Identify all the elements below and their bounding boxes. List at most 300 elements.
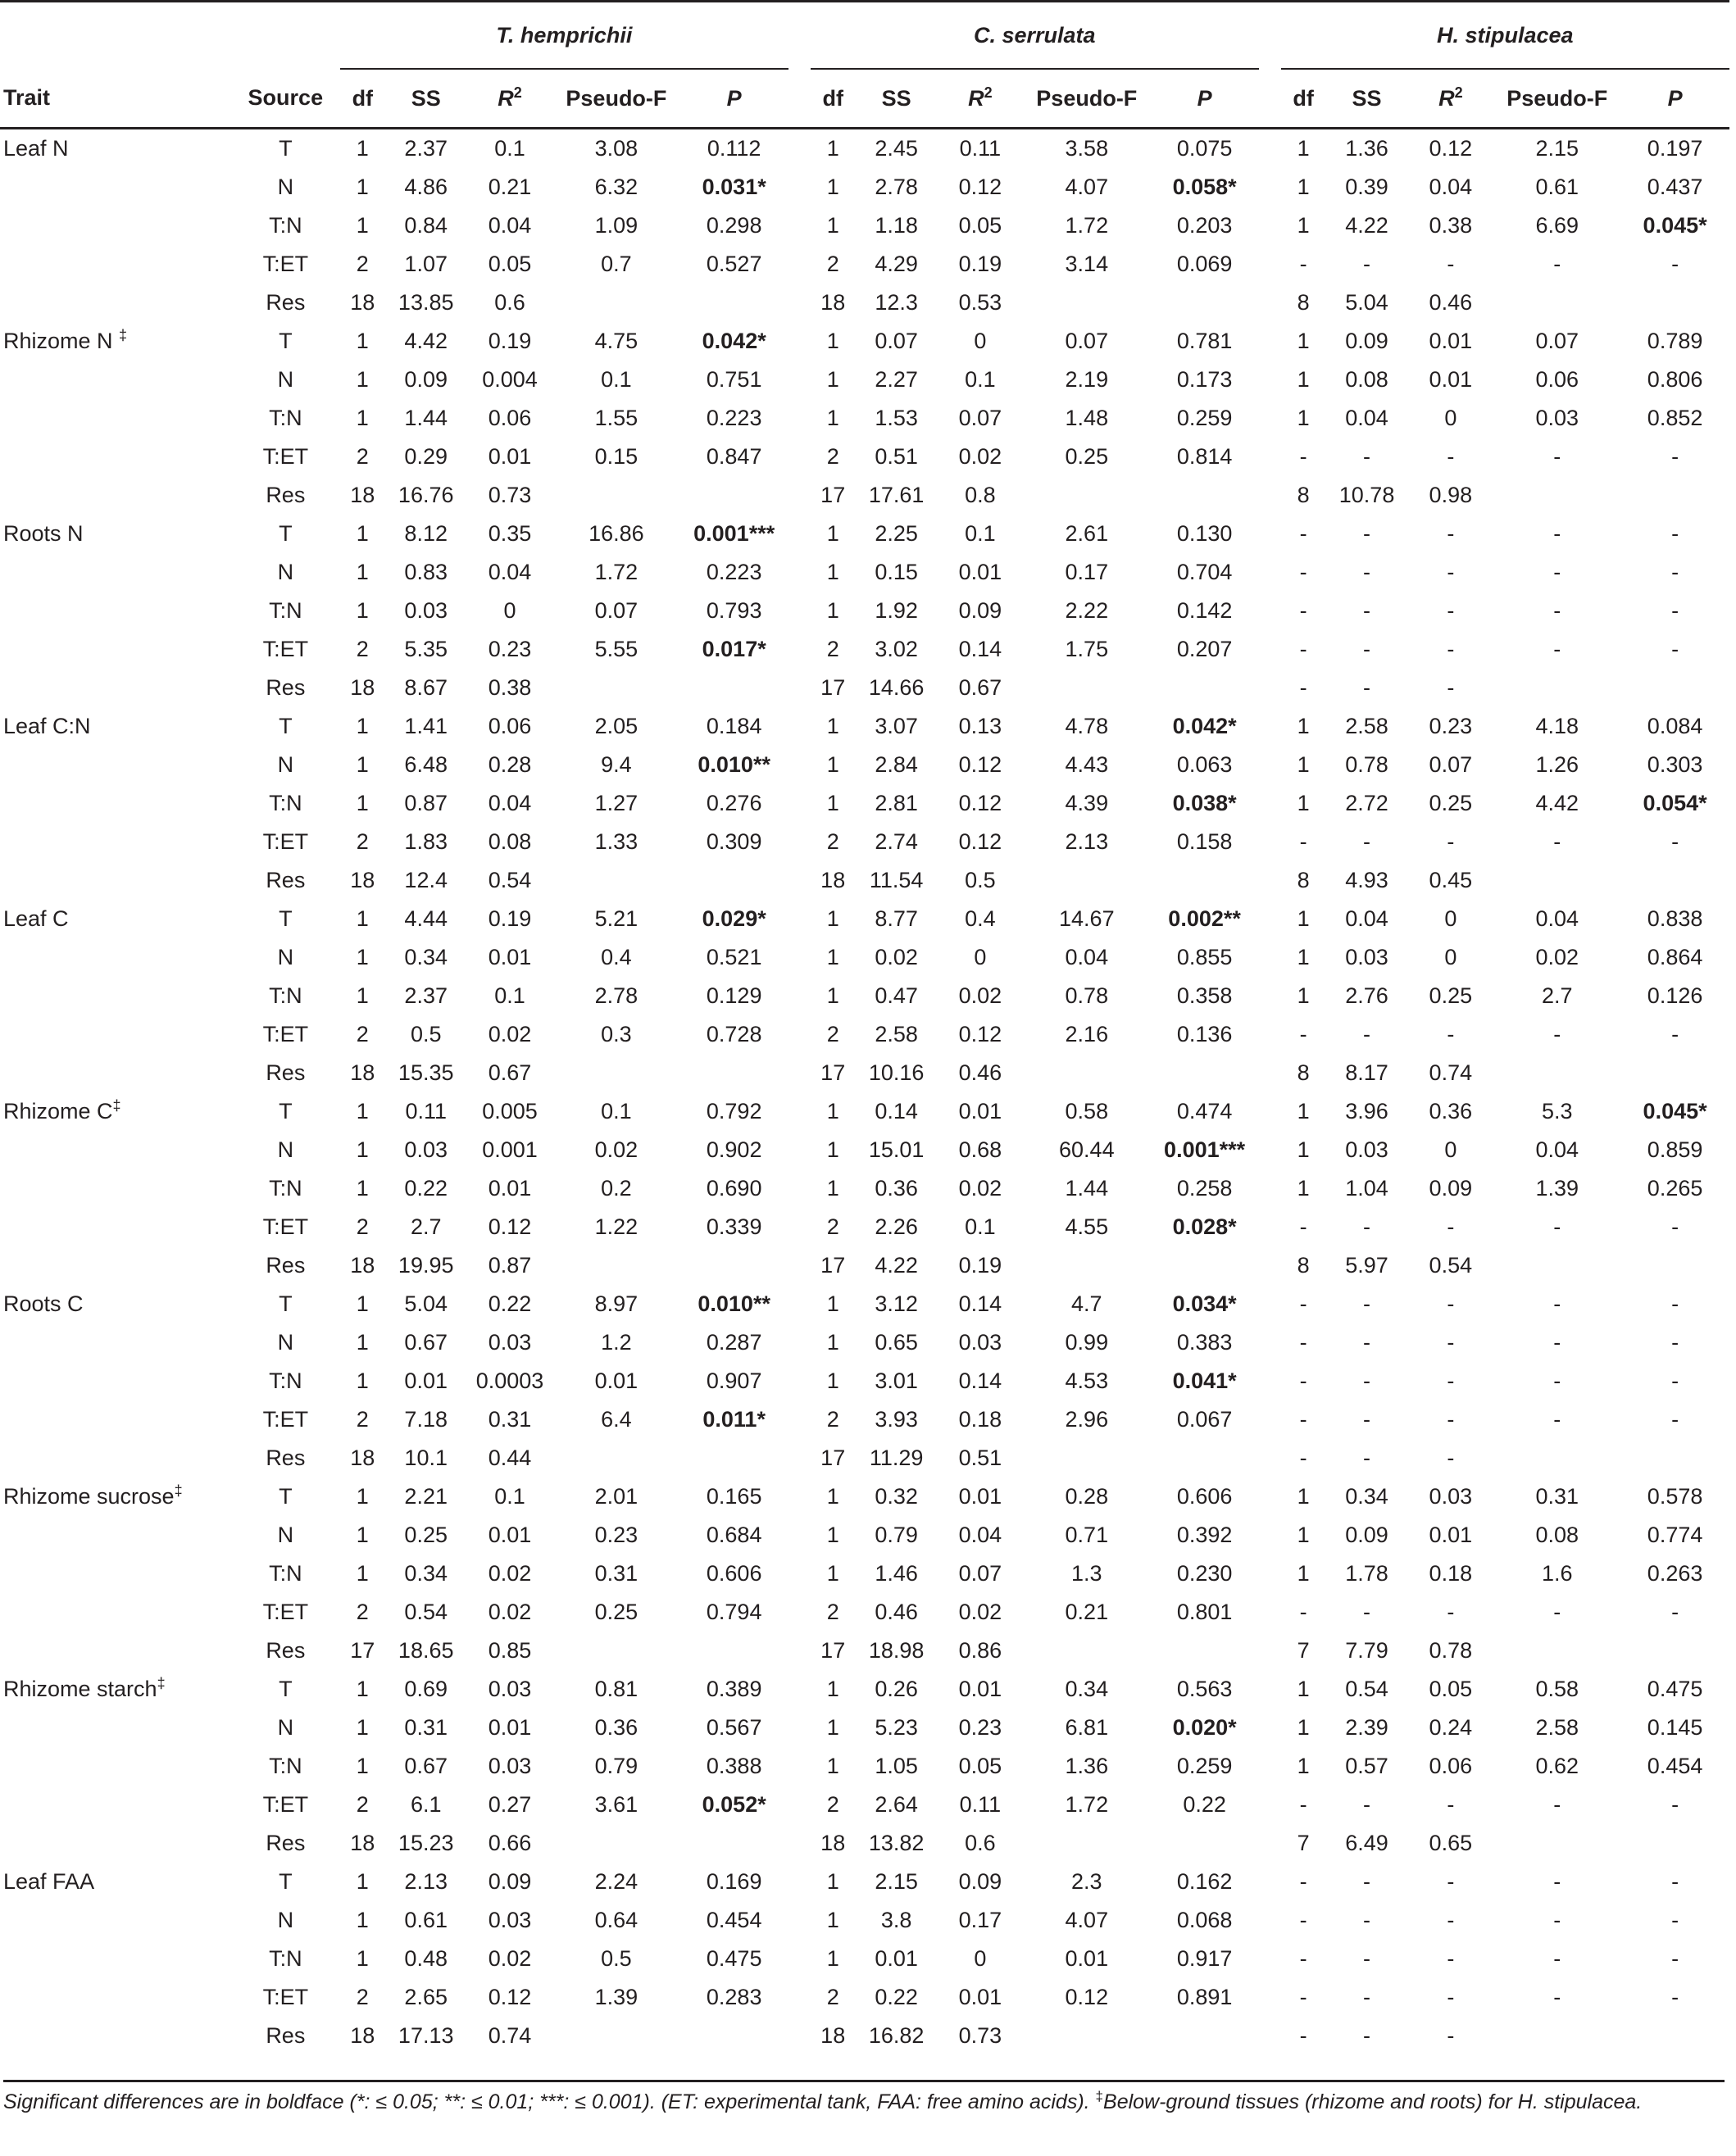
pseudo-f-cell: 6.69 bbox=[1535, 213, 1579, 238]
pseudo-f-cell: 0.7 bbox=[601, 252, 632, 276]
pseudo-f-cell: 1.44 bbox=[1065, 1176, 1109, 1201]
ss-cell: 0.78 bbox=[1345, 752, 1388, 777]
pseudo-f-cell: - bbox=[1553, 1214, 1561, 1239]
gap-cell bbox=[1259, 1632, 1281, 1670]
r2-cell: 0.44 bbox=[488, 1446, 532, 1470]
column-header-ss bbox=[1326, 69, 1408, 129]
source-cell: N bbox=[277, 560, 294, 584]
source-cell: N bbox=[277, 1137, 294, 1162]
r2-cell: 0 bbox=[974, 945, 987, 969]
column-header-pseudo-f bbox=[553, 69, 680, 129]
gap-cell bbox=[788, 1439, 811, 1477]
ss-cell: 6.49 bbox=[1345, 1831, 1388, 1855]
gap-cell bbox=[1259, 1901, 1281, 1940]
table-row bbox=[0, 2017, 1729, 2055]
source-cell: T bbox=[279, 136, 293, 161]
trait-label: Leaf C:N bbox=[3, 714, 91, 738]
pseudo-f-cell bbox=[553, 1439, 680, 1477]
p-value-cell: 0.454 bbox=[1647, 1754, 1703, 1778]
df-cell: 1 bbox=[826, 213, 839, 238]
r2-cell: 0.02 bbox=[958, 983, 1002, 1008]
ss-cell: 0.34 bbox=[404, 945, 448, 969]
trait-cell bbox=[0, 399, 231, 438]
trait-cell bbox=[0, 476, 231, 515]
ss-cell: 5.04 bbox=[1345, 290, 1388, 315]
r2-cell: 0.4 bbox=[965, 906, 996, 931]
df-cell: 1 bbox=[1297, 1677, 1310, 1701]
pseudo-f-cell: 2.78 bbox=[594, 983, 639, 1008]
r2-cell: 0.35 bbox=[488, 521, 532, 546]
ss-cell: 8.12 bbox=[404, 521, 448, 546]
column-header-trait: Trait bbox=[0, 69, 231, 129]
p-value-cell: 0.437 bbox=[1647, 175, 1703, 199]
source-cell: T:ET bbox=[262, 829, 309, 854]
pseudo-f-cell: - bbox=[1553, 829, 1561, 854]
ss-cell: 0.14 bbox=[875, 1099, 918, 1123]
p-value-cell: 0.258 bbox=[1176, 1176, 1233, 1201]
p-value-cell: 0.223 bbox=[706, 560, 762, 584]
pseudo-f-cell: 3.14 bbox=[1065, 252, 1109, 276]
gap-cell bbox=[788, 438, 811, 476]
r2-cell: 0.12 bbox=[958, 175, 1002, 199]
pseudo-f-cell: 8.97 bbox=[594, 1291, 639, 1316]
r2-cell: 0.65 bbox=[1429, 1831, 1473, 1855]
p-value-cell bbox=[1620, 1824, 1729, 1863]
gap-cell bbox=[1259, 284, 1281, 322]
df-cell: 1 bbox=[356, 1561, 369, 1586]
p-value-cell: 0.129 bbox=[706, 983, 762, 1008]
source-cell: T bbox=[279, 1484, 293, 1509]
gap-cell bbox=[788, 1092, 811, 1131]
df-cell: 1 bbox=[356, 1677, 369, 1701]
table-row bbox=[0, 669, 1729, 707]
pseudo-f-cell: 2.01 bbox=[594, 1484, 639, 1509]
p-value-cell bbox=[1150, 1632, 1259, 1670]
r2-cell: 0.73 bbox=[958, 2023, 1002, 2048]
table-body bbox=[0, 129, 1729, 2056]
pseudo-f-cell: 0.01 bbox=[594, 1368, 639, 1393]
df-cell: 1 bbox=[356, 367, 369, 392]
ss-cell: 2.7 bbox=[410, 1214, 442, 1239]
r2-cell: 0.05 bbox=[488, 252, 532, 276]
r2-cell: 0.46 bbox=[1429, 290, 1473, 315]
gap-cell bbox=[788, 207, 811, 245]
pseudo-f-cell: - bbox=[1553, 1985, 1561, 2009]
ss-cell: - bbox=[1363, 560, 1371, 584]
column-header-label: Pseudo-F bbox=[1507, 85, 1608, 111]
p-value-cell: 0.136 bbox=[1176, 1022, 1233, 1046]
pseudo-f-cell: - bbox=[1553, 1407, 1561, 1432]
gap-cell bbox=[788, 2, 811, 70]
empty-header-cell bbox=[0, 2, 231, 70]
p-value-cell: - bbox=[1671, 1214, 1679, 1239]
df-cell: 2 bbox=[356, 1407, 369, 1432]
df-cell: 1 bbox=[356, 945, 369, 969]
pseudo-f-cell: 0.04 bbox=[1535, 1137, 1579, 1162]
pseudo-f-cell: 0.1 bbox=[601, 1099, 632, 1123]
ss-cell: 1.78 bbox=[1345, 1561, 1388, 1586]
r2-cell: 0.67 bbox=[488, 1060, 532, 1085]
r2-cell: 0.03 bbox=[958, 1330, 1002, 1355]
ss-cell: 6.1 bbox=[410, 1792, 442, 1817]
ss-cell: 0.03 bbox=[1345, 1137, 1388, 1162]
ss-cell: 1.92 bbox=[875, 598, 918, 623]
source-cell: T:N bbox=[269, 1176, 302, 1201]
gap-cell bbox=[788, 1786, 811, 1824]
pseudo-f-cell bbox=[1023, 669, 1150, 707]
r2-superscript: 2 bbox=[984, 84, 993, 101]
gap-cell bbox=[1259, 592, 1281, 630]
r2-cell: 0.67 bbox=[958, 675, 1002, 700]
p-value-cell: 0.794 bbox=[706, 1600, 762, 1624]
r2-cell: 0 bbox=[503, 598, 516, 623]
source-cell: T:ET bbox=[262, 1792, 309, 1817]
ss-cell: 2.13 bbox=[404, 1869, 448, 1894]
r2-cell: 0.1 bbox=[494, 1484, 525, 1509]
df-cell: 18 bbox=[820, 1831, 846, 1855]
r2-cell: 0 bbox=[1444, 945, 1457, 969]
pseudo-f-cell: 4.18 bbox=[1535, 714, 1579, 738]
p-value-cell: 0.038* bbox=[1172, 791, 1237, 815]
r2-cell: 0.01 bbox=[488, 1715, 532, 1740]
p-value-cell bbox=[679, 861, 788, 900]
df-cell: 1 bbox=[1297, 136, 1310, 161]
pseudo-f-cell: 2.15 bbox=[1535, 136, 1579, 161]
ss-cell: 1.05 bbox=[875, 1754, 918, 1778]
p-value-cell: - bbox=[1671, 1869, 1679, 1894]
trait-cell bbox=[0, 1593, 231, 1632]
p-value-cell: - bbox=[1671, 1600, 1679, 1624]
table-row bbox=[0, 1323, 1729, 1362]
ss-cell: 0.01 bbox=[875, 1946, 918, 1971]
table-row bbox=[0, 1593, 1729, 1632]
pseudo-f-cell: - bbox=[1553, 1869, 1561, 1894]
gap-cell bbox=[788, 1940, 811, 1978]
ss-cell: 2.26 bbox=[875, 1214, 918, 1239]
p-value-cell bbox=[1150, 2017, 1259, 2055]
pseudo-f-cell: 1.72 bbox=[1065, 213, 1109, 238]
gap-cell bbox=[788, 1516, 811, 1555]
p-value-cell bbox=[1150, 1439, 1259, 1477]
trait-label: Rhizome sucrose bbox=[3, 1484, 175, 1509]
p-value-cell: 0.001*** bbox=[1164, 1137, 1246, 1162]
r2-cell: 0.0003 bbox=[475, 1368, 544, 1393]
p-value-cell: 0.392 bbox=[1176, 1523, 1233, 1547]
r2-cell: 0.05 bbox=[1429, 1677, 1473, 1701]
trait-cell bbox=[0, 1670, 231, 1709]
gap-cell bbox=[788, 1285, 811, 1323]
pseudo-f-cell bbox=[553, 476, 680, 515]
trait-label: Rhizome N bbox=[3, 329, 120, 353]
df-cell: 2 bbox=[356, 829, 369, 854]
df-cell: 8 bbox=[1297, 483, 1310, 507]
ss-cell: 3.8 bbox=[880, 1908, 912, 1932]
table-row bbox=[0, 361, 1729, 399]
pseudo-f-cell: 2.19 bbox=[1065, 367, 1109, 392]
r2-cell: 0.03 bbox=[488, 1677, 532, 1701]
column-header-label: df bbox=[1293, 85, 1314, 111]
ss-cell: 10.78 bbox=[1338, 483, 1395, 507]
table-row bbox=[0, 977, 1729, 1015]
ss-cell: 0.02 bbox=[875, 945, 918, 969]
ss-cell: 4.42 bbox=[404, 329, 448, 353]
table-row bbox=[0, 707, 1729, 746]
df-cell: 1 bbox=[356, 1484, 369, 1509]
r2-cell: - bbox=[1447, 598, 1455, 623]
pseudo-f-cell: - bbox=[1553, 560, 1561, 584]
ss-cell: 0.36 bbox=[875, 1176, 918, 1201]
source-cell: T bbox=[279, 1099, 293, 1123]
trait-cell bbox=[0, 1516, 231, 1555]
p-value-cell: 0.045* bbox=[1643, 1099, 1707, 1123]
ss-cell: 1.41 bbox=[404, 714, 448, 738]
pseudo-f-cell bbox=[553, 861, 680, 900]
p-value-cell: 0.207 bbox=[1176, 637, 1233, 661]
df-cell: 1 bbox=[826, 367, 839, 392]
p-value-cell: 0.339 bbox=[706, 1214, 762, 1239]
ss-cell: 0.07 bbox=[875, 329, 918, 353]
r2-cell: 0.25 bbox=[1429, 791, 1473, 815]
ss-cell: 0.32 bbox=[875, 1484, 918, 1509]
r2-cell: 0.53 bbox=[958, 290, 1002, 315]
r2-cell: 0.04 bbox=[1429, 175, 1473, 199]
trait-cell bbox=[0, 361, 231, 399]
r2-cell: 0.06 bbox=[488, 714, 532, 738]
p-value-cell: 0.259 bbox=[1176, 406, 1233, 430]
ss-cell: 3.96 bbox=[1345, 1099, 1388, 1123]
gap-cell bbox=[1259, 1015, 1281, 1054]
r2-cell: - bbox=[1447, 1869, 1455, 1894]
r2-cell: 0.01 bbox=[1429, 367, 1473, 392]
footnote-double-dagger: ‡ bbox=[1095, 2088, 1104, 2104]
gap-cell bbox=[788, 399, 811, 438]
r2-cell: 0.09 bbox=[958, 1869, 1002, 1894]
p-value-cell: 0.474 bbox=[1176, 1099, 1233, 1123]
r2-cell: 0.02 bbox=[488, 1022, 532, 1046]
df-cell: 1 bbox=[826, 1869, 839, 1894]
p-value-cell: - bbox=[1671, 1792, 1679, 1817]
df-cell: 1 bbox=[1297, 983, 1310, 1008]
pseudo-f-cell: 0.64 bbox=[594, 1908, 639, 1932]
pseudo-f-cell: 16.86 bbox=[589, 521, 644, 546]
column-header-label: R bbox=[1438, 85, 1455, 111]
df-cell: 1 bbox=[1297, 1754, 1310, 1778]
p-value-cell bbox=[679, 669, 788, 707]
gap-cell bbox=[788, 1747, 811, 1786]
gap-cell bbox=[788, 977, 811, 1015]
r2-cell: - bbox=[1447, 1407, 1455, 1432]
gap-cell bbox=[1259, 1747, 1281, 1786]
trait-cell bbox=[0, 1208, 231, 1246]
df-cell: 1 bbox=[356, 1908, 369, 1932]
pseudo-f-cell bbox=[1493, 2017, 1620, 2055]
gap-cell bbox=[1259, 1131, 1281, 1169]
df-cell: 2 bbox=[826, 829, 839, 854]
df-cell: 1 bbox=[356, 175, 369, 199]
df-cell: 1 bbox=[826, 1908, 839, 1932]
gap-cell bbox=[1259, 1362, 1281, 1400]
p-value-cell: 0.792 bbox=[706, 1099, 762, 1123]
r2-cell: 0 bbox=[1444, 406, 1457, 430]
r2-cell: 0.07 bbox=[1429, 752, 1473, 777]
pseudo-f-cell: 0.36 bbox=[594, 1715, 639, 1740]
pseudo-f-cell: - bbox=[1553, 598, 1561, 623]
df-cell: 1 bbox=[826, 906, 839, 931]
pseudo-f-cell: 0.31 bbox=[594, 1561, 639, 1586]
df-cell: 18 bbox=[350, 2023, 375, 2048]
source-cell: T bbox=[279, 714, 293, 738]
r2-cell: 0.02 bbox=[488, 1946, 532, 1971]
pseudo-f-cell: 0.62 bbox=[1535, 1754, 1579, 1778]
r2-cell: 0.87 bbox=[488, 1253, 532, 1278]
ss-cell: 5.04 bbox=[404, 1291, 448, 1316]
r2-cell: 0.18 bbox=[958, 1407, 1002, 1432]
ss-cell: 4.22 bbox=[1345, 213, 1388, 238]
df-cell: 18 bbox=[820, 2023, 846, 2048]
p-value-cell: 0.475 bbox=[1647, 1677, 1703, 1701]
r2-cell: 0.01 bbox=[958, 1099, 1002, 1123]
p-value-cell: 0.145 bbox=[1647, 1715, 1703, 1740]
trait-cell bbox=[0, 1786, 231, 1824]
p-value-cell bbox=[1620, 284, 1729, 322]
ss-cell: 0.31 bbox=[404, 1715, 448, 1740]
pseudo-f-cell: 0.5 bbox=[601, 1946, 632, 1971]
pseudo-f-cell: 5.55 bbox=[594, 637, 639, 661]
p-value-cell bbox=[1620, 669, 1729, 707]
ss-cell: 14.66 bbox=[868, 675, 925, 700]
trait-cell bbox=[0, 707, 231, 746]
pseudo-f-cell: 0.03 bbox=[1535, 406, 1579, 430]
r2-cell: 0.23 bbox=[488, 637, 532, 661]
table-row bbox=[0, 438, 1729, 476]
gap-cell bbox=[788, 1015, 811, 1054]
p-value-cell: 0.309 bbox=[706, 829, 762, 854]
species-header-c-serrulata: C. serrulata bbox=[811, 2, 1259, 70]
column-header-label: SS bbox=[411, 85, 441, 111]
ss-cell: 2.81 bbox=[875, 791, 918, 815]
ss-cell: 2.74 bbox=[875, 829, 918, 854]
pseudo-f-cell bbox=[1023, 476, 1150, 515]
r2-cell: 0.6 bbox=[965, 1831, 996, 1855]
r2-cell: 0.005 bbox=[482, 1099, 538, 1123]
p-value-cell bbox=[1620, 2017, 1729, 2055]
p-value-cell: 0.017* bbox=[702, 637, 766, 661]
gap-cell bbox=[788, 1632, 811, 1670]
df-cell: 1 bbox=[826, 1523, 839, 1547]
r2-cell: - bbox=[1447, 560, 1455, 584]
ss-cell: 8.67 bbox=[404, 675, 448, 700]
ss-cell: - bbox=[1363, 444, 1371, 469]
table-row bbox=[0, 322, 1729, 361]
p-value-cell: 0.010** bbox=[698, 1291, 770, 1316]
gap-cell bbox=[1259, 1208, 1281, 1246]
ss-cell: - bbox=[1363, 829, 1371, 854]
gap-cell bbox=[788, 669, 811, 707]
gap-cell bbox=[1259, 245, 1281, 284]
table-row bbox=[0, 1824, 1729, 1863]
df-cell: 1 bbox=[356, 1176, 369, 1201]
column-header-p bbox=[679, 69, 788, 129]
pseudo-f-cell: 2.3 bbox=[1071, 1869, 1102, 1894]
r2-cell: 0.13 bbox=[958, 714, 1002, 738]
r2-cell: 0.1 bbox=[965, 1214, 996, 1239]
df-cell: 1 bbox=[826, 714, 839, 738]
pseudo-f-cell: 0.02 bbox=[594, 1137, 639, 1162]
ss-cell: 0.87 bbox=[404, 791, 448, 815]
pseudo-f-cell: 2.7 bbox=[1541, 983, 1573, 1008]
df-cell: 2 bbox=[826, 1985, 839, 2009]
r2-cell: 0.06 bbox=[488, 406, 532, 430]
df-cell: 1 bbox=[356, 1368, 369, 1393]
r2-cell: 0.17 bbox=[958, 1908, 1002, 1932]
source-cell: N bbox=[277, 945, 294, 969]
r2-cell: 0.22 bbox=[488, 1291, 532, 1316]
ss-cell: 2.37 bbox=[404, 136, 448, 161]
df-cell: 2 bbox=[356, 1214, 369, 1239]
table-row bbox=[0, 823, 1729, 861]
pseudo-f-cell: 4.07 bbox=[1065, 1908, 1109, 1932]
r2-cell: 0.54 bbox=[1429, 1253, 1473, 1278]
r2-cell: 0.01 bbox=[488, 1176, 532, 1201]
p-value-cell bbox=[1150, 669, 1259, 707]
p-value-cell: 0.276 bbox=[706, 791, 762, 815]
pseudo-f-cell: 2.58 bbox=[1535, 1715, 1579, 1740]
pseudo-f-cell: 2.24 bbox=[594, 1869, 639, 1894]
pseudo-f-cell: 0.25 bbox=[594, 1600, 639, 1624]
source-cell: T bbox=[279, 1869, 293, 1894]
trait-cell bbox=[0, 438, 231, 476]
source-cell: T:ET bbox=[262, 1022, 309, 1046]
ss-cell: 4.93 bbox=[1345, 868, 1388, 892]
pseudo-f-cell: 0.08 bbox=[1535, 1523, 1579, 1547]
trait-cell bbox=[0, 1246, 231, 1285]
gap-cell bbox=[1259, 399, 1281, 438]
p-value-cell: - bbox=[1671, 1946, 1679, 1971]
trait-cell bbox=[0, 1824, 231, 1863]
r2-cell: 0.19 bbox=[488, 329, 532, 353]
p-value-cell: 0.902 bbox=[706, 1137, 762, 1162]
trait-cell bbox=[0, 168, 231, 207]
r2-cell: 0.98 bbox=[1429, 483, 1473, 507]
ss-cell: 0.5 bbox=[410, 1022, 442, 1046]
r2-cell: 0 bbox=[1444, 1137, 1457, 1162]
table-row bbox=[0, 245, 1729, 284]
df-cell: 1 bbox=[1297, 791, 1310, 815]
source-cell: T bbox=[279, 521, 293, 546]
table-row bbox=[0, 1092, 1729, 1131]
ss-cell: 10.1 bbox=[404, 1446, 448, 1470]
p-value-cell: 0.042* bbox=[1172, 714, 1237, 738]
df-cell: 1 bbox=[826, 1715, 839, 1740]
trait-cell bbox=[0, 861, 231, 900]
r2-cell: 0.12 bbox=[1429, 136, 1473, 161]
table-row bbox=[0, 1362, 1729, 1400]
df-cell: 1 bbox=[356, 521, 369, 546]
pseudo-f-cell bbox=[553, 284, 680, 322]
r2-cell: 0.12 bbox=[488, 1214, 532, 1239]
ss-cell: 0.51 bbox=[875, 444, 918, 469]
table-row bbox=[0, 1709, 1729, 1747]
ss-cell: 0.83 bbox=[404, 560, 448, 584]
ss-cell: 0.22 bbox=[404, 1176, 448, 1201]
trait-cell bbox=[0, 938, 231, 977]
p-value-cell: 0.847 bbox=[706, 444, 762, 469]
trait-cell bbox=[0, 284, 231, 322]
pseudo-f-cell: 2.61 bbox=[1065, 521, 1109, 546]
pseudo-f-cell: 1.33 bbox=[594, 829, 639, 854]
r2-cell: - bbox=[1447, 1368, 1455, 1393]
p-value-cell: 0.020* bbox=[1172, 1715, 1237, 1740]
